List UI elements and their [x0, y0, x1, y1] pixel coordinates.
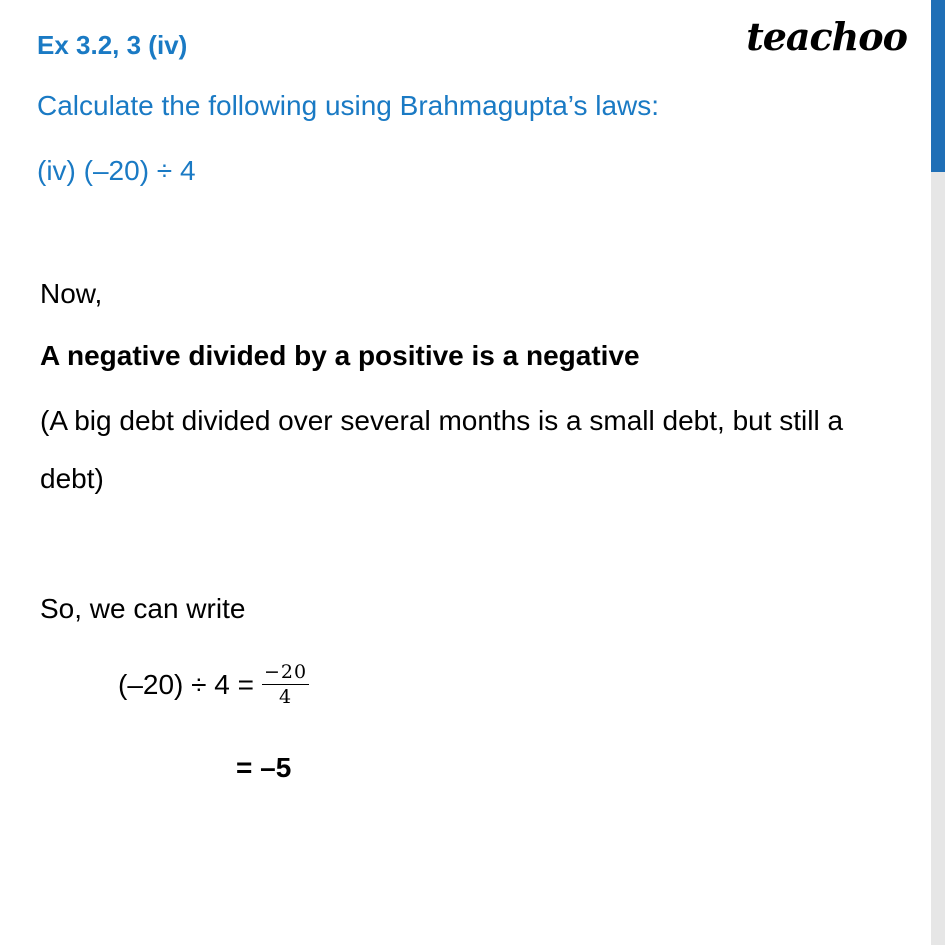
- equation-line: [118, 662, 309, 708]
- so-write-label: So, we can write: [40, 593, 246, 624]
- teachoo-logo: teachoo: [746, 14, 907, 59]
- question-part: (iv) (–20) ÷ 4: [37, 155, 196, 186]
- explanation-line-1: (A big debt divided over several months is a small debt, but still a: [40, 405, 844, 436]
- result-value: = –5: [236, 752, 292, 783]
- now-label: Now,: [40, 278, 103, 309]
- scrollbar-thumb[interactable]: [931, 0, 945, 172]
- fraction-denominator: 4: [279, 685, 293, 708]
- rule-statement: A negative divided by a positive is a negative: [40, 340, 640, 371]
- explanation-line-2: debt): [40, 463, 104, 494]
- exercise-heading: Ex 3.2, 3 (iv): [37, 30, 188, 60]
- fraction-numerator: −20: [264, 661, 308, 683]
- question-text: Calculate the following using Brahmagupta’s laws:: [37, 90, 660, 121]
- fraction: [262, 662, 309, 708]
- equation-lhs: (–20) ÷ 4 =: [118, 668, 254, 700]
